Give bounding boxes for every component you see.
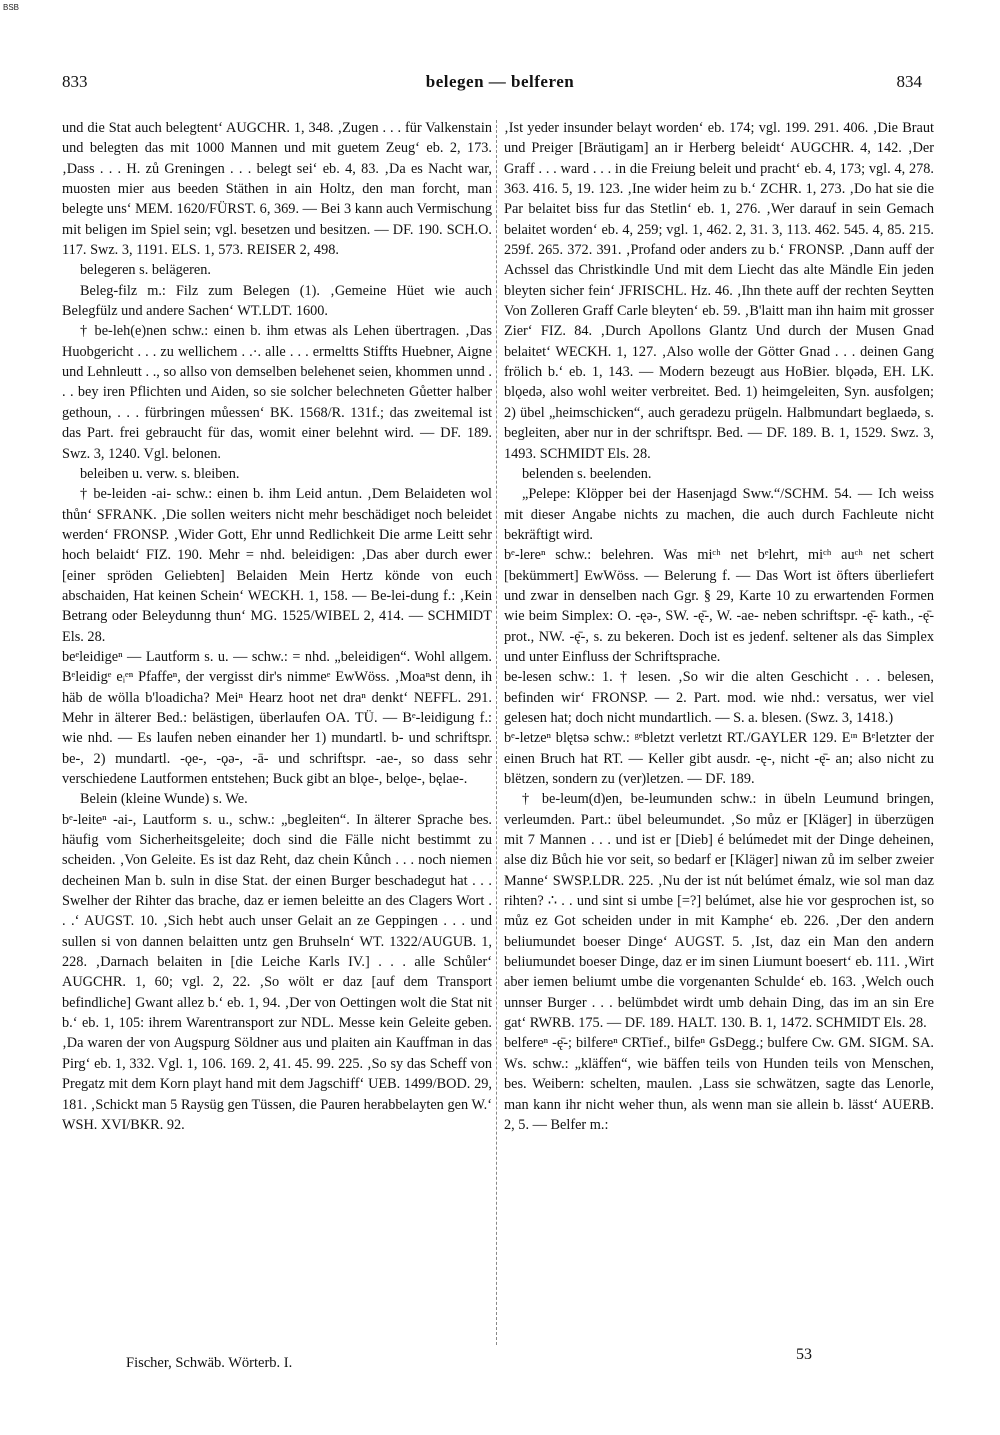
entry-belein: Belein (kleine Wunde) s. We. [80,791,248,808]
entry-belesen: be-lesen schw.: 1. † lesen. ‚So wir die alten Geschicht . . . belesen, befinden wir‘ FRONSP. — 2. Part. mod. wie nhd.: versatus, wer viel gelesen hat; doch nicht mundartlich. — S. a. blesen. (Swz. 3, 1418.) [504,669,934,726]
footer-source: Fischer, Schwäb. Wörterb. I. [126,1355,293,1371]
right-page-number: 834 [896,72,922,91]
column-divider [496,120,497,1345]
right-column [504,118,934,1135]
library-stamp: BSB [3,3,20,12]
left-column [62,118,492,1135]
running-title: belegen — belferen [425,72,575,91]
entry-beleiben: beleiben u. verw. s. bleiben. [80,465,240,482]
entry-beleiten: bᵉ-leiteⁿ -ai-, Lautform s. u., schw.: „begleiten“. In älterer Sprache bes. häufig vom Sicherheitsgeleite; doch sind die Fälle nicht bestimmt zu scheiden. ‚Von Geleite. Es ist daz Reht, daz chein Kůnch . . . noch niemen decheinen Man b. suln in dise Stat. der einen Burger beschadegut hat . . . Swelher der Rihter das brache, daz er iemen beleitte an des Clagers Wort . . .‘ AUGST. 10. ‚Sich hebt auch unser Gelait an ze Geppingen . . . und sullen si von dannen belaitten untz gen Bruhseln‘ WT. 1322/AUGUB. 1, 228. ‚Darnach belaiten in [die Leiche Karls IV.] . . . alle Schůler‘ AUGCHR. 1, 60; vgl. 2, 22. ‚So wölt er daz [auf dem Transport befindliche] Gwant allez b.‘ eb. 1, 94. ‚Der von Oettingen wolt die Stat nit b.‘ eb. 1, 105: ihrem Warentransport zur NDL. Messe kein Geleite geben. ‚Da waren der von Augspurg Söldner aus und plaiten ain Kauffman in das Pirg‘ eb. 1, 332. Vgl. 1, 106. 169. 2, 41. 45. 99. 225. ‚So sy das Scheff von Pregatz mit dem Korn playt hand mit dem Jagschiff‘ UEB. 1499/BOD. 29, 181. ‚Schickt man 5 Raysüg gen Tüssen, die Pauren herabbelayten gen W.‘ WSH. XVI/BKR. 92. [62,811,492,1133]
entry-belegeren: belegeren s. belägeren. [80,262,211,279]
entry-belegen-continued: und die Stat auch belegtent‘ AUGCHR. 1, 348. ‚Zugen . . . für Valkenstain und belegten das mit 1000 Mannen und mit guetem Zeug‘ eb. 2, 173. ‚Dass . . . H. zů Greningen . . . belegt sei‘ eb. 4, 83. ‚Da es Nacht war, muosten mier aus beeden Stäthen in ain Holtz, den man forcht, man belegte uns‘ MEM. 1620/FÜRST. 6, 369. — Bei 3 kann auch Vermischung mit beligen im Spiel sein; vgl. besetzen und besitzen. — DF. 190. SCH.O. 117. Swz. 3, 1191. ELS. 1, 573. REISER 2, 498. [62,120,492,259]
entry-beleumden: † be-leum(d)en, be-leumunden schw.: in übeln Leumund bringen, verleumden. Part.: übel beleumundet. ‚So můz er [Kläger] in überzügen mit 7 Mannen . . . und ist er [Dieb] é belúmedet mit der Dinge deheinen, alse diz Bůch hie vor seit, so bedarf er [Kläger] niwan zů im selber zweier Manne‘ SWSP.LDR. 225. ‚Nu der ist nút belúmet émalz, wie sol man daz rihten? ∴ . . und sint si umbe [=?] belúmet, alse hie vor gesprochen ist, so můz ez Got scheiden under in mit Kamphe‘ eb. 226. ‚Der den andern beliumundet boeser Dinge‘ AUGST. 5. ‚Ist, daz ein Man den andern beliumundet boeser Dinge, daz er im sinen Liumunt boesert‘ eb. 111. ‚Wirt aber iemen beliumt umbe die vorgenanten Schulde‘ eb. 163. ‚Welch ouch unnser Burger . . . belümbdet wirdt umb dehain Ding, das im an sin Ere gat‘ RWRB. 175. — DF. 189. HALT. 130. B. 1, 1472. SCHMIDT Els. 28. [504,791,934,1032]
footer-sheet-number: 53 [796,1346,812,1363]
entry-beleg-filz: Beleg-filz m.: Filz zum Belegen (1). ‚Gemeine Hüet wie auch Belegfülz und andere Sachen‘ WT.LDT. 1600. [62,282,492,320]
entry-belferen: belfereⁿ -ę̄-; bilfereⁿ CRTief., bilfeⁿ GsDegg.; bulfere Cw. GM. SIGM. SA. Ws. schw.: „kläffen“, wie bäffen teils von Hunden teils von Menschen, bes. Weibern: schelten, maulen. ‚Lass sie schwätzen, sagte das Lenorle, man kann ihr nicht weher thun, als wenn man sie allein b. lässt‘ AUERB. 2, 5. — Belfer m.: [504,1035,934,1133]
entry-beleiten-continued: ‚Ist yeder insunder belayt worden‘ eb. 174; vgl. 199. 291. 406. ‚Die Braut und Preiger [Bräutigam] an ir Herberg beleidt‘ AUGCHR. 4, 142. ‚Der Graff . . . ward . . . in die Freiung beleit und pracht‘ eb. 4, 173; vgl. 4, 278. 363. 416. 5, 19. 123. ‚Ine wider heim zu b.‘ ZCHR. 1, 273. ‚Do hat sie die Par belaitet biss fur das Stetlin‘ eb. 1, 276. ‚Wer darauf in sein Gemach belaitet worden‘ eb. 4, 259; vgl. 1, 462. 2, 31. 3, 113. 462. 545. 4, 85. 215. 259f. 265. 372. 391. ‚Profand oder anders zu b.‘ FRONSP. ‚Dann auff der Achssel das Christkindle Und mit dem Liecht das alte Mändle Ein jeden bleyten sicher fein‘ JFRISCHL. Hz. 46. ‚Ihn thete auff der rechten Seytten Von Zolleren Graff Carle bleyten‘ eb. 59. ‚B'laitt man ihn haim mit grosser Zier‘ FIZ. 84. ‚Durch Apollons Glantz Und durch der Musen Gnad belaitet‘ WECKH. 1, 127. ‚Also wolle der Götter Gnad . . . deinen Gang frölich b.‘ eb. 1, 143. — Modern bezeugt aus HoBier. blǫədə, EH. LK. blǫedə, also wohl weiter verbreitet. Bed. 1) heimgeleiten, Syn. ausfolgen; 2) übel „heimschicken“, auch geradezu prügeln. Halbmundart beglaedə, s. begleiten, aber nur in der schriftspr. Bed. — DF. 189. B. 1, 1529. Swz. 3, 1493. SCHMIDT Els. 28. [504,120,934,462]
entry-beleiden: † be-leiden -ai- schw.: einen b. ihm Leid antun. ‚Dem Belaideten wol thůn‘ SFRANK. ‚Die sollen weiters nicht mehr beschädiget noch beleidet werden‘ FRONSP. ‚Wider Gott, Ehr unnd Redlichkeit Die arme Leitt sehr hoch belaidt‘ FIZ. 190. Mehr = nhd. beleidigen: ‚Das aber durch ewer [einer spröden Geliebten] Belaiden Mein Hertz könde von euch abschaiden, Hat keinen Schein‘ WECKH. 1, 158. — Be-lei-dung f.: ‚Kein Betrang oder Beleydunng thun‘ MG. 1525/WIBEL 2, 414. — SCHMIDT Els. 28. [62,486,492,645]
entry-belehnen: † be-leh(e)nen schw.: einen b. ihm etwas als Lehen übertragen. ‚Das Huobgericht . . . zu wellichem . .·. alle . . . ermeltts Stiffts Huebner, Aigne und Lehnleutt . ., so allso von demselben belehenet seien, khommen unnd . . . bey iren Pflichten und Aiden, so sie solcher belechneten Gůetter halber gethoun, . . . fürbringen můessen‘ BK. 1568/R. 131f.; das zweitemal ist das Part. frei gebraucht für das, womit einer belehnt wird. — DF. 189. Swz. 3, 1240. Vgl. belonen. [62,323,492,462]
entry-beleidigen: beᵉleidigeⁿ — Lautform s. u. — schw.: = nhd. „beleidigen“. Wohl allgem. Bᵉleidigᵉ eᵢᵉⁿ Pfaffeⁿ, der vergisst dir's nimmeᵉ EwWöss. ‚Moaⁿst denn, ih häb de wölla b'loadicha? Meiⁿ Hearz hoot net draⁿ denkt‘ NEFFL. 291. Mehr in älterer Bed.: belästigen, überlaufen OA. TÜ. — Bᵉ-leidigung f.: wie nhd. — Es laufen neben einander her 1) mundartl. b- und schriftspr. be-, 2) mundartl. -ǫe-, -ǫə-, -ā- und schriftspr. -ae-, so dass sehr verschiedene Lautformen entstehen; Buck gibt an blǫe-, belǫe-, bęlae-. [62,648,492,787]
entry-beleren: bᵉ-lereⁿ schw.: belehren. Was miᶜʰ net bᵉlehrt, miᶜʰ auᶜʰ net schert [bekümmert] EwWöss. — Belerung f. — Das Wort ist öfters überliefert und zwar in denselben nach Ggr. § 29, Karte 10 zu erwartenden Formen wie beim Simplex: O. -ęə-, SW. -ę̄-, W. -ae- neben schriftspr. -ę̄- kath., -ę̄- prot., NW. -ę̄-, s. zu bekeren. Doch ist es jedenf. seltener als das Simplex und unter Einfluss der Schriftsprache. [504,547,934,665]
entry-beletzen: bᵉ-letzeⁿ blętsə schw.: ᵍᵉbletzt verletzt RT./GAYLER 129. Eᶦⁿ Bᵉletzter der einen Bruch hat RT. — Keller gibt ausdr. -ę-, nicht -ę̄- an; also nicht zu blëtzen, sondern zu (ver)letzen. — DF. 189. [504,730,934,787]
entry-pelepe: „Pelepe: Klöpper bei der Hasenjagd Sww.“/SCHM. 54. — Ich weiss mit dieser Angabe nichts zu machen, die auch durch Fachleute nicht bekräftigt wird. [504,486,934,543]
left-page-number: 833 [62,72,88,91]
entry-belenden: belenden s. beelenden. [522,465,652,482]
